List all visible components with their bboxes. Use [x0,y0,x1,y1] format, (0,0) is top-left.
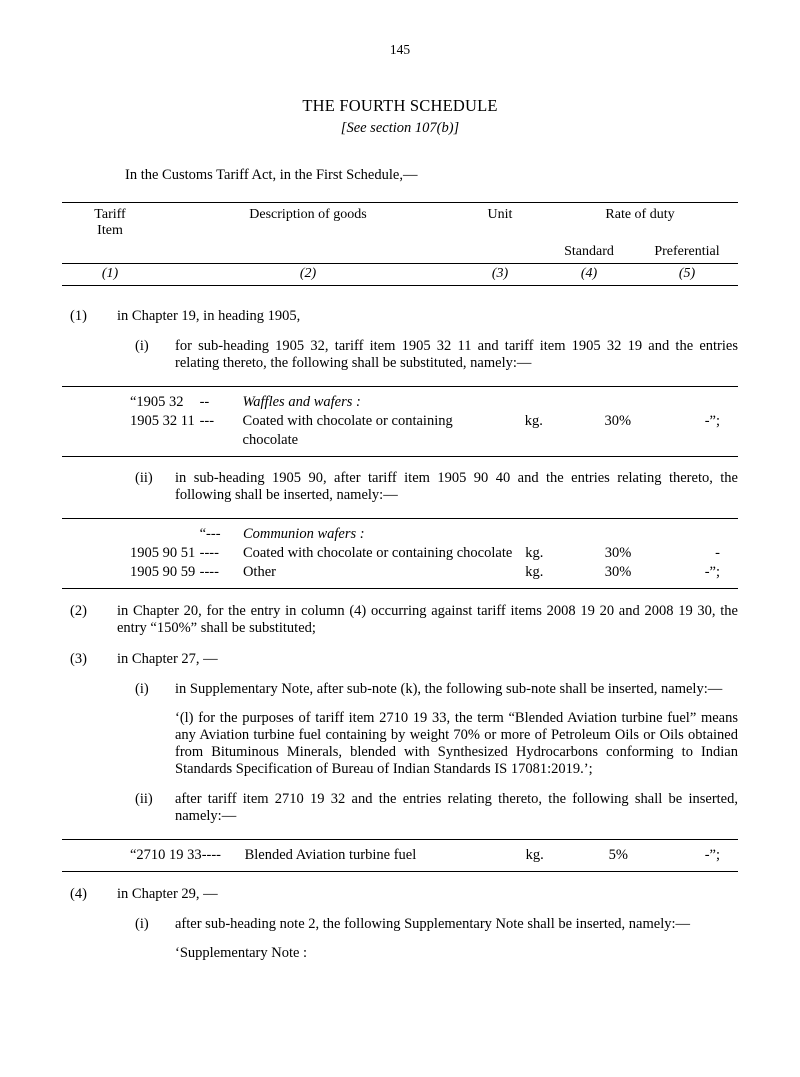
entry-dash: ---- [202,840,245,872]
table-row [62,840,738,872]
header-bottom-rule-4 [542,286,636,287]
entry-standard-rate [582,431,654,457]
schedule-header-table [62,202,738,286]
clause-4-sub-i-number: (i) [135,916,149,932]
clause-1-sub-ii [117,470,738,504]
entry-table-1905-32 [62,386,738,457]
entry-code [62,431,200,457]
clause-1-sub-ii-text: in sub-heading 1905 90, after tariff item 1905 90 40 and the entries relating thereto, the following shall be inserted, namely:— [175,470,738,503]
header-cell-rate-of-duty: Rate of duty [542,203,738,242]
entry-dash: ---- [200,563,243,589]
entry-standard-rate: 30% [604,413,632,429]
document-subtitle: [See section 107(b)] [340,120,460,136]
document-page [0,42,800,1077]
header-bottom-rule-3 [458,286,542,287]
header-cell-tariff-item [62,203,158,242]
clause-3-sub-i-number: (i) [135,681,149,697]
entry-code: “2710 19 33 [62,840,202,872]
header-tariff-line1: Tariff [94,207,126,222]
clause-3-sub-i [117,681,738,698]
header-col-num-1: (1) [62,264,158,286]
header-spacer-3 [458,241,542,264]
entry-preferential-rate [654,431,738,457]
entry-preferential-rate [654,519,738,545]
entry-code [62,519,200,545]
schedule-body [62,308,738,962]
entry-description: Blended Aviation turbine fuel [245,840,526,872]
entry-unit: kg. [525,545,544,561]
entry-description: chocolate [243,431,525,457]
clause-1-sub-i-number: (i) [135,338,149,354]
entry-preferential-rate: -”; [654,840,738,872]
clause-4-supplementary-note: ‘Supplementary Note : [175,945,308,961]
entry-description: Other [243,563,525,589]
header-bottom-rule-2 [158,286,458,287]
clause-4-number: (4) [70,886,87,902]
entry-unit: kg. [524,413,543,429]
entry-standard-rate [582,387,654,413]
entry-unit [525,431,582,457]
table-row [62,544,738,563]
entry-table-1905-90 [62,518,738,589]
entry-code: 1905 90 51 [130,545,196,561]
entry-code: “1905 32 [62,387,200,413]
entry-unit [525,519,582,545]
document-title: THE FOURTH SCHEDULE [302,96,498,115]
clause-2-text: in Chapter 20, for the entry in column (4) occurring against tariff items 2008 19 20 and 2008 19 30, the entry “150%” shall be substituted; [117,603,738,636]
entry-standard-rate: 30% [604,545,632,561]
entry-description: Coated with chocolate or containing chocolate [242,545,513,561]
clause-3-sub-ii-number: (ii) [135,791,153,807]
table-row [62,387,738,413]
header-spacer-1 [62,241,158,264]
entry-dash [200,431,243,457]
header-spacer-2 [158,241,458,264]
clause-4-text: in Chapter 29, — [117,886,218,902]
clause-2-number: (2) [70,603,87,619]
clause-4-sub-i [117,916,738,933]
entry-dash: ---- [199,545,219,561]
clause-3-sub-ii [117,791,738,825]
page-number: 145 [389,42,411,57]
clause-4-sub-i-text: after sub-heading note 2, the following Supplementary Note shall be inserted, namely:— [175,916,691,932]
header-cell-description: Description of goods [158,203,458,242]
header-tariff-line2: Item [97,223,123,238]
clause-3-sub-ii-text: after tariff item 2710 19 32 and the entries relating thereto, the following shall be inserted, namely:— [175,791,738,824]
clause-1-sub-i-text: for sub-heading 1905 32, tariff item 1905 32 11 and tariff item 1905 32 19 and the entries relating thereto, the following shall be substituted, namely:— [175,338,738,371]
entry-standard-rate [582,519,654,545]
clause-1-number: (1) [70,308,87,324]
clause-3-text: in Chapter 27, — [117,651,218,667]
table-row [62,431,738,457]
header-cell-preferential: Preferential [654,244,720,259]
entry-preferential-rate: -”; [704,413,720,429]
clause-4 [62,886,738,903]
clause-1 [62,308,738,325]
clause-1-sub-ii-number: (ii) [135,470,153,486]
clause-3-number: (3) [70,651,87,667]
clause-3-supplementary-note: ‘(l) for the purposes of tariff item 2710 19 33, the term “Blended Aviation turbine fuel” means any Aviation turbine fuel containing by weight 70% or more of Petroleum Oils or Oils obtained from Bituminous Minerals, blended with Synthesized Hydrocarbons conforming to Indian Standards Specification of Bureau of Indian Standards IS 17081:2019.’; [175,710,738,777]
entry-description: Waffles and wafers : [243,387,525,413]
table-row [62,412,738,431]
clause-1-sub-i [117,338,738,372]
header-col-num-3: (3) [458,264,542,286]
header-bottom-rule-5 [636,286,738,287]
entry-standard-rate: 30% [582,563,654,589]
entry-standard-rate: 5% [582,840,654,872]
header-col-num-5: (5) [636,264,738,286]
entry-description: Communion wafers : [243,519,525,545]
header-cell-unit: Unit [458,203,542,242]
entry-table-2710-19-33 [62,839,738,872]
intro-line: In the Customs Tariff Act, in the First Schedule,— [125,167,418,183]
entry-dash: -- [200,387,243,413]
entry-preferential-rate: - [715,545,720,561]
header-col-num-4: (4) [542,264,636,286]
entry-preferential-rate: -”; [654,563,738,589]
header-col-num-2: (2) [158,264,458,286]
entry-description: Coated with chocolate or containing [242,413,453,429]
entry-unit: kg. [526,840,583,872]
table-row [62,519,738,545]
entry-code: 1905 32 11 [130,413,195,429]
clause-3-sub-i-text: in Supplementary Note, after sub-note (k), the following sub-note shall be inserted, namely:— [175,681,723,697]
clause-3 [62,651,738,668]
entry-code: 1905 90 59 [62,563,200,589]
entry-unit [525,387,582,413]
entry-dash: --- [199,413,215,429]
header-cell-standard: Standard [564,244,614,259]
clause-1-text: in Chapter 19, in heading 1905, [117,308,301,324]
header-bottom-rule-1 [62,286,158,287]
table-row [62,563,738,589]
entry-preferential-rate [654,387,738,413]
entry-dash: “--- [200,519,243,545]
entry-unit: kg. [525,563,582,589]
clause-2 [62,603,738,637]
